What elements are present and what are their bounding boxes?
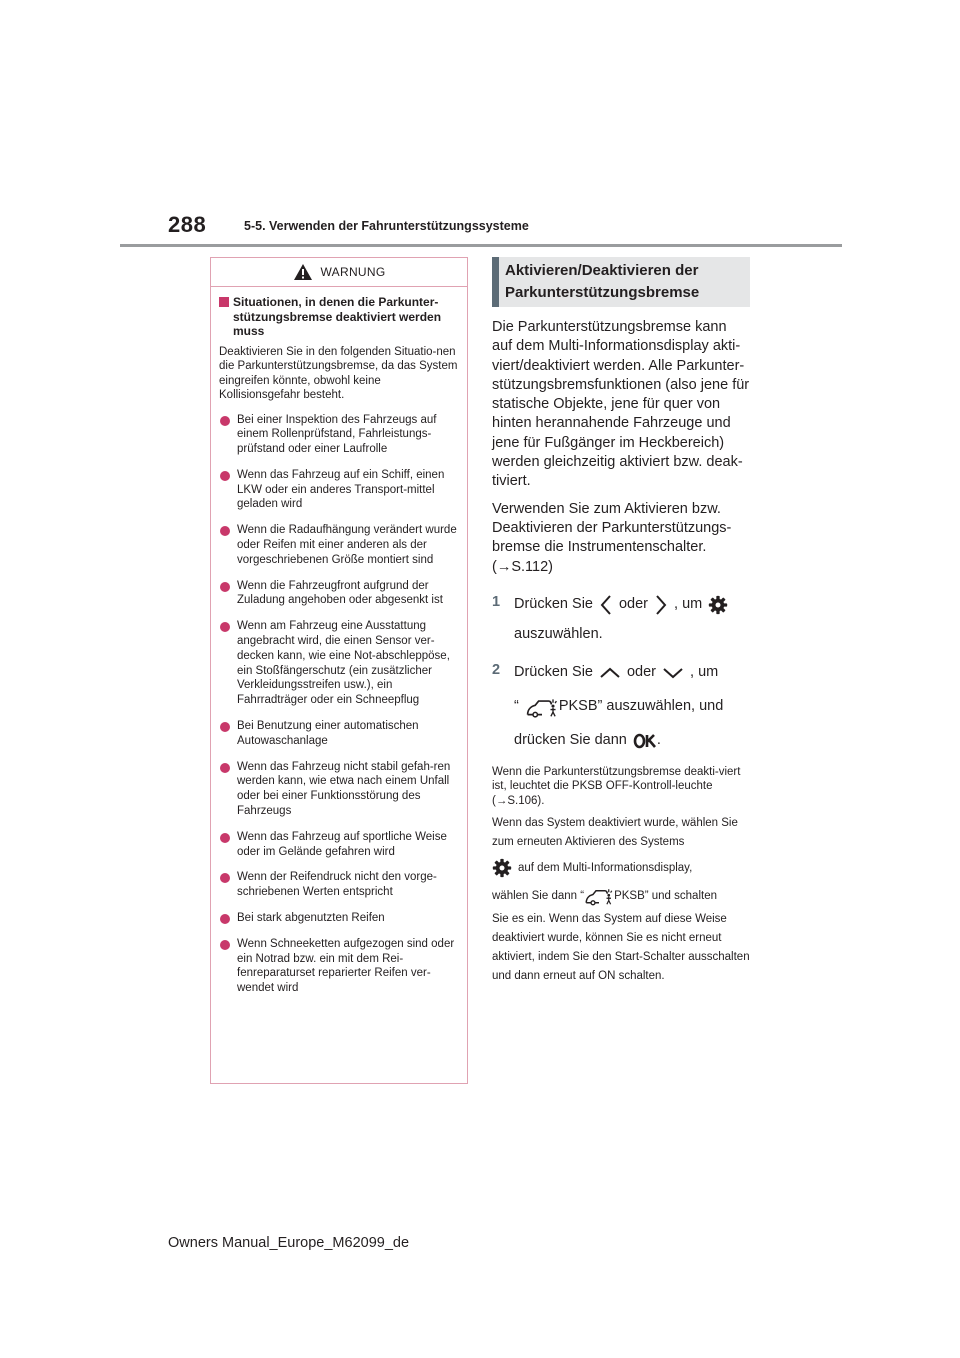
- section-heading: [492, 257, 750, 307]
- list-item: [219, 619, 459, 708]
- bullet-dot-icon: [220, 833, 230, 843]
- list-item-text: Wenn das Fahrzeug nicht stabil gefah-ren werden kann, wie etwa nach einem Unfall oder bei einer Funktionsstörung des Fahrzeugs: [237, 760, 451, 818]
- square-bullet-icon: [219, 297, 229, 307]
- list-item-text: Bei einer Inspektion des Fahrzeugs auf einem Rollenprüfstand, Fahrleistungs-prüfstand oder einer Laufrolle: [237, 413, 437, 456]
- warning-list: [219, 413, 459, 997]
- list-item: [219, 870, 459, 900]
- step-text: oder: [626, 664, 657, 681]
- gear-icon: [708, 595, 728, 615]
- step-text: Drücken Sie: [514, 596, 593, 613]
- list-item-text: Wenn am Fahrzeug eine Ausstattung angebracht wird, die einen Sensor ver-decken kann, wie eine Not-abschleppöse, ein Stoßfängerschutz (ein zusätzlicher Verkleidungsstreifen usw.), ein Fahrradträger oder ein Schneepflug: [237, 620, 450, 707]
- list-item: [219, 830, 459, 860]
- bullet-dot-icon: [220, 526, 230, 536]
- warning-header: [211, 258, 467, 287]
- instrument-switch-paragraph: [492, 500, 750, 577]
- bullet-dot-icon: [220, 622, 230, 632]
- bullet-dot-icon: [220, 582, 230, 592]
- section-title: 5-5. Verwenden der Fahrunterstützungssysteme: [244, 219, 529, 233]
- list-item: [219, 760, 459, 819]
- chevron-up-icon: [599, 666, 621, 680]
- pksb-icon: [584, 886, 614, 906]
- right-column: [492, 257, 750, 986]
- bullet-dot-icon: [220, 722, 230, 732]
- step-2: [492, 661, 750, 753]
- step-text: drücken Sie dann: [514, 732, 627, 749]
- step-text: auszuwählen.: [514, 626, 603, 643]
- list-item: [219, 413, 459, 457]
- list-item: [219, 937, 459, 996]
- list-item-text: Wenn die Fahrzeugfront aufgrund der Zuladung angehoben oder abgesenkt ist: [237, 579, 443, 607]
- warning-box: [210, 257, 468, 1084]
- step-text: .: [656, 732, 661, 749]
- step-text: Drücken Sie: [514, 664, 593, 681]
- warning-subheading-text: Situationen, in denen die Parkunter-stützungsbremse deaktiviert werden muss: [233, 295, 442, 338]
- note-text: Sie es ein. Wenn das System auf diese Weise deaktiviert wurde, können Sie es nicht erneut aktiviert, indem Sie den Start-Schalter ausschalten und dann erneut auf ON schalten.: [492, 913, 750, 983]
- list-item: [219, 579, 459, 609]
- bullet-dot-icon: [220, 914, 230, 924]
- list-item-text: Wenn das Fahrzeug auf ein Schiff, einen LKW oder ein anderes Transport-mittel geladen wird: [237, 468, 445, 511]
- footer-text: Owners Manual_Europe_M62099_de: [168, 1235, 410, 1251]
- step-text: , um: [690, 664, 719, 681]
- note-text: auf dem Multi-Informationsdisplay,: [518, 861, 693, 874]
- list-item-text: Bei Benutzung einer automatischen Autowaschanlage: [237, 720, 419, 747]
- note-reactivate: [492, 814, 750, 986]
- list-item-text: Wenn die Radaufhängung verändert wurde oder Reifen mit einer anderen als der vorgeschriebenen Größe montiert sind: [237, 524, 457, 566]
- intro-paragraph: Die Parkunterstützungsbremse kann auf dem Multi-Informationsdisplay akti-viert/deaktiviert werden. Alle Parkunter-stützungsbremsfunktionen (also jene für statische Objekte, jene für quer von hinten herannahende Fahrzeuge und jene für Fußgänger im Heckbereich) werden gleichzeitig aktiviert bzw. deak-tiviert.: [492, 319, 750, 490]
- note-text: PKSB” und schalten: [614, 889, 717, 902]
- step-text: oder: [618, 596, 649, 613]
- list-item: [219, 468, 459, 512]
- step-1: [492, 593, 750, 645]
- list-item-text: Wenn Schneeketten aufgezogen sind oder ein Notrad bzw. ein mit dem Rei-fenreparaturset reparierter Reifen ver-wendet wird: [237, 937, 455, 995]
- warning-body: [211, 287, 467, 996]
- list-item-text: Wenn der Reifendruck nicht den vorge-schriebenen Werten entspricht: [237, 871, 437, 899]
- step-text: “: [514, 698, 519, 715]
- bullet-dot-icon: [220, 471, 230, 481]
- step-text: , um: [674, 596, 703, 613]
- bullet-dot-icon: [220, 873, 230, 883]
- gear-icon: [492, 858, 512, 878]
- note-pksb-off: Wenn die Parkunterstützungsbremse deakti-viert ist, leuchtet die PKSB OFF-Kontroll-leuchte (→S.106).: [492, 765, 741, 807]
- step-number: 2: [492, 661, 501, 678]
- chevron-right-icon: [654, 594, 668, 616]
- step-number: 1: [492, 593, 501, 610]
- list-item: [219, 719, 459, 749]
- bullet-dot-icon: [220, 763, 230, 773]
- note-text: Wenn das System deaktiviert wurde, wählen Sie zum erneuten Aktivieren des Systems: [492, 817, 738, 849]
- list-item-text: Wenn das Fahrzeug auf sportliche Weise oder im Gelände gefahren wird: [237, 830, 447, 858]
- list-item: [219, 523, 459, 567]
- bullet-dot-icon: [220, 416, 230, 426]
- list-item-text: Bei stark abgenutzten Reifen: [237, 912, 385, 925]
- warning-subheading: [219, 295, 459, 339]
- instrument-switch-text: Verwenden Sie zum Aktivieren bzw. Deaktivieren der Parkunterstützungs-bremse die Instrumentenschalter.: [492, 500, 732, 556]
- note-text: wählen Sie dann “: [492, 889, 585, 902]
- chevron-down-icon: [662, 666, 684, 680]
- warning-intro: Deaktivieren Sie in den folgenden Situatio-nen die Parkunterstützungsbremse, da das System eingreifen könnte, obwohl keine Kollisionsgefahr besteht.: [219, 345, 458, 401]
- list-item: [219, 911, 459, 926]
- ok-button-icon: [633, 733, 657, 749]
- page-number: 288: [168, 212, 207, 237]
- warning-triangle-icon: [293, 263, 313, 281]
- header-rule: [120, 244, 842, 247]
- bullet-dot-icon: [220, 940, 230, 950]
- chevron-left-icon: [599, 594, 613, 616]
- page-reference: (→S.112): [492, 558, 553, 575]
- section-heading-line1: Aktivieren/Deaktivieren der: [505, 262, 699, 279]
- warning-title: WARNUNG: [320, 265, 386, 279]
- section-heading-line2: Parkunterstützungsbremse: [505, 284, 700, 301]
- step-text: PKSB” auszuwählen, und: [558, 698, 724, 715]
- pksb-icon: [525, 696, 559, 718]
